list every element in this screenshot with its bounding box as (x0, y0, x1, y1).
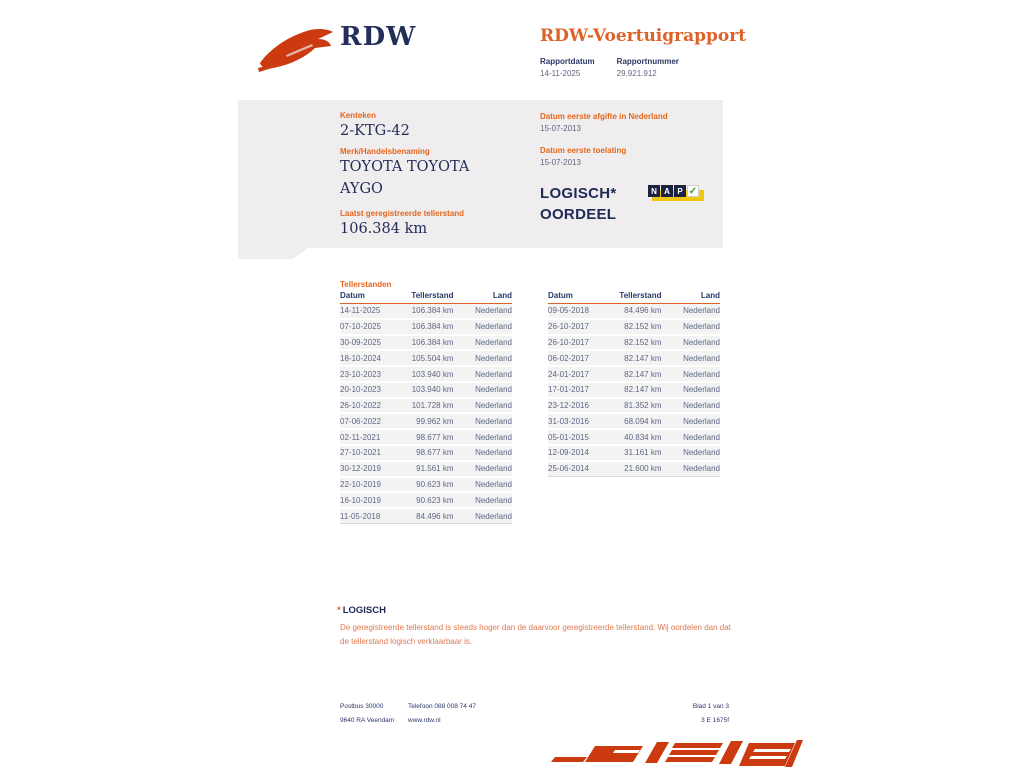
cell-land: Nederland (454, 382, 512, 398)
kenteken-value: 2-KTG-42 (340, 123, 410, 139)
cell-datum: 26-10-2022 (340, 398, 405, 414)
table-row (340, 319, 512, 335)
afgifte-label: Datum eerste afgifte in Nederland (540, 112, 668, 121)
toelating-label: Datum eerste toelating (540, 146, 627, 155)
cell-land: Nederland (662, 350, 720, 366)
cell-datum: 20-10-2023 (340, 382, 405, 398)
oordeel-line1: LOGISCH* (540, 185, 617, 202)
cell-datum: 30-12-2019 (340, 461, 405, 477)
table-row (340, 429, 512, 445)
cell-datum: 18-10-2024 (340, 350, 405, 366)
table-row (340, 398, 512, 414)
cell-tellerstand: 101.728 km (405, 398, 453, 414)
cell-tellerstand: 82.147 km (613, 350, 661, 366)
cell-land: Nederland (454, 429, 512, 445)
cell-tellerstand: 21.600 km (613, 461, 661, 476)
cell-datum: 26-10-2017 (548, 335, 613, 351)
table-row (340, 477, 512, 493)
cell-tellerstand: 103.940 km (405, 382, 453, 398)
cell-land: Nederland (662, 335, 720, 351)
table-row (340, 304, 512, 319)
table-row (340, 335, 512, 351)
cell-land: Nederland (454, 335, 512, 351)
toelating-value: 15-07-2013 (540, 158, 581, 167)
oordeel-line2: OORDEEL (540, 206, 617, 223)
cell-land: Nederland (662, 413, 720, 429)
cell-tellerstand: 84.496 km (405, 508, 453, 523)
footer-address (340, 700, 394, 728)
odometer-table-right (548, 291, 720, 477)
footer-address-line1: Postbus 30000 (340, 703, 384, 710)
cell-tellerstand: 98.677 km (405, 429, 453, 445)
cell-datum: 27-10-2021 (340, 445, 405, 461)
cell-tellerstand: 98.677 km (405, 445, 453, 461)
cell-tellerstand: 40.834 km (613, 429, 661, 445)
nap-check-icon: ✓ (688, 185, 698, 197)
cell-tellerstand: 103.940 km (405, 366, 453, 382)
rapportnummer-label: Rapportnummer (616, 57, 679, 66)
cell-datum: 23-10-2023 (340, 366, 405, 382)
header-datum: Datum (548, 291, 613, 304)
cell-datum: 11-05-2018 (340, 508, 405, 523)
table-header-row (548, 291, 720, 304)
table-row (548, 319, 720, 335)
table-row (548, 366, 720, 382)
cell-land: Nederland (662, 398, 720, 414)
tellerstanden-title: Tellerstanden (340, 280, 392, 289)
footer-pagination (693, 700, 729, 728)
cell-datum: 02-11-2021 (340, 429, 405, 445)
cell-tellerstand: 105.504 km (405, 350, 453, 366)
report-meta (540, 57, 679, 78)
cell-land: Nederland (454, 477, 512, 493)
footer-website-link[interactable]: www.rdw.nl (408, 717, 441, 724)
cell-land: Nederland (454, 350, 512, 366)
nap-letter-p: P (674, 185, 686, 197)
cell-datum: 12-09-2014 (548, 445, 613, 461)
cell-land: Nederland (662, 382, 720, 398)
cell-tellerstand: 68.094 km (613, 413, 661, 429)
rapportnummer-value: 29.921.912 (616, 69, 657, 78)
oordeel-text (540, 183, 617, 225)
cell-tellerstand: 31.161 km (613, 445, 661, 461)
table-row (340, 413, 512, 429)
cell-datum: 06-02-2017 (548, 350, 613, 366)
cell-datum: 24-01-2017 (548, 366, 613, 382)
cell-datum: 16-10-2019 (340, 492, 405, 508)
table-row (340, 382, 512, 398)
report-title: RDW-Voertuigrapport (540, 26, 747, 46)
table-row (340, 492, 512, 508)
kenteken-label: Kenteken (340, 111, 377, 120)
table-row (548, 413, 720, 429)
odometer-table-left (340, 291, 512, 524)
cell-land: Nederland (454, 461, 512, 477)
cell-tellerstand: 99.962 km (405, 413, 453, 429)
panel-tail-shape (238, 248, 308, 259)
table-row (548, 350, 720, 366)
cell-land: Nederland (662, 445, 720, 461)
cell-tellerstand: 82.147 km (613, 366, 661, 382)
cell-tellerstand: 90.623 km (405, 492, 453, 508)
tellerstand-value: 106.384 km (340, 221, 428, 237)
cell-land: Nederland (454, 445, 512, 461)
deco-stripes-icon (545, 737, 803, 768)
table-row (548, 461, 720, 476)
cell-tellerstand: 106.384 km (405, 319, 453, 335)
table-row (548, 382, 720, 398)
cell-land: Nederland (454, 413, 512, 429)
header-land: Land (454, 291, 512, 304)
cell-datum: 31-03-2016 (548, 413, 613, 429)
cell-land: Nederland (454, 508, 512, 523)
cell-land: Nederland (454, 319, 512, 335)
cell-land: Nederland (662, 366, 720, 382)
tellerstand-label: Laatst geregistreerde tellerstand (340, 209, 465, 218)
cell-datum: 23-12-2016 (548, 398, 613, 414)
merk-label: Merk/Handelsbenaming (340, 147, 430, 156)
footnote-asterisk: * (337, 605, 341, 616)
cell-tellerstand: 82.152 km (613, 335, 661, 351)
cell-land: Nederland (662, 319, 720, 335)
footer-address-line2: 9640 RA Veendam (340, 717, 395, 724)
header-tellerstand: Tellerstand (613, 291, 661, 304)
cell-land: Nederland (454, 304, 512, 319)
header-land: Land (662, 291, 720, 304)
cell-tellerstand: 82.147 km (613, 382, 661, 398)
footnote-text: De geregistreerde tellerstand is steeds hoger dan de daarvoor geregistreerde tellerstand. Wij oordelen dan dat de tellerstand logisch verklaarbaar is. (340, 623, 731, 646)
nap-logo (648, 185, 703, 203)
rdw-logo-icon (256, 22, 336, 72)
cell-land: Nederland (454, 398, 512, 414)
cell-tellerstand: 84.496 km (613, 304, 661, 319)
merk-value: TOYOTA TOYOTA AYGO (340, 159, 470, 197)
cell-tellerstand: 91.561 km (405, 461, 453, 477)
cell-datum: 17-01-2017 (548, 382, 613, 398)
cell-datum: 30-09-2025 (340, 335, 405, 351)
cell-datum: 22-10-2019 (340, 477, 405, 493)
cell-datum: 07-10-2025 (340, 319, 405, 335)
cell-land: Nederland (454, 366, 512, 382)
table-row (548, 335, 720, 351)
cell-land: Nederland (454, 492, 512, 508)
table-row (548, 445, 720, 461)
cell-land: Nederland (662, 304, 720, 319)
vehicle-summary-panel (238, 100, 723, 248)
cell-tellerstand: 90.623 km (405, 477, 453, 493)
cell-datum: 25-06-2014 (548, 461, 613, 476)
cell-tellerstand: 106.384 km (405, 304, 453, 319)
footer-phone: Telefoon 088 008 74 47 (408, 703, 476, 710)
table-row (340, 445, 512, 461)
afgifte-value: 15-07-2013 (540, 124, 581, 133)
nap-letter-a: A (661, 185, 673, 197)
rapportdatum-label: Rapportdatum (540, 57, 595, 66)
cell-datum: 09-05-2018 (548, 304, 613, 319)
cell-datum: 07-06-2022 (340, 413, 405, 429)
header-tellerstand: Tellerstand (405, 291, 453, 304)
header-datum: Datum (340, 291, 405, 304)
cell-land: Nederland (662, 461, 720, 476)
table-header-row (340, 291, 512, 304)
footer-contact (408, 700, 476, 728)
footnote-heading (337, 605, 386, 616)
table-row (340, 350, 512, 366)
cell-tellerstand: 106.384 km (405, 335, 453, 351)
cell-tellerstand: 81.352 km (613, 398, 661, 414)
table-row (340, 366, 512, 382)
footer-form-code: 3 E 1675f (701, 717, 729, 724)
table-row (340, 508, 512, 523)
table-row (548, 398, 720, 414)
table-row (548, 304, 720, 319)
cell-tellerstand: 82.152 km (613, 319, 661, 335)
cell-datum: 26-10-2017 (548, 319, 613, 335)
cell-datum: 14-11-2025 (340, 304, 405, 319)
table-row (548, 429, 720, 445)
footnote-title: LOGISCH (342, 605, 386, 616)
table-row (340, 461, 512, 477)
footer-page-number: Blad 1 van 3 (692, 703, 729, 710)
rdw-wordmark: RDW (340, 22, 417, 52)
rapportdatum-value: 14-11-2025 (540, 69, 581, 78)
nap-letter-n: N (648, 185, 660, 197)
cell-land: Nederland (662, 429, 720, 445)
cell-datum: 05-01-2015 (548, 429, 613, 445)
